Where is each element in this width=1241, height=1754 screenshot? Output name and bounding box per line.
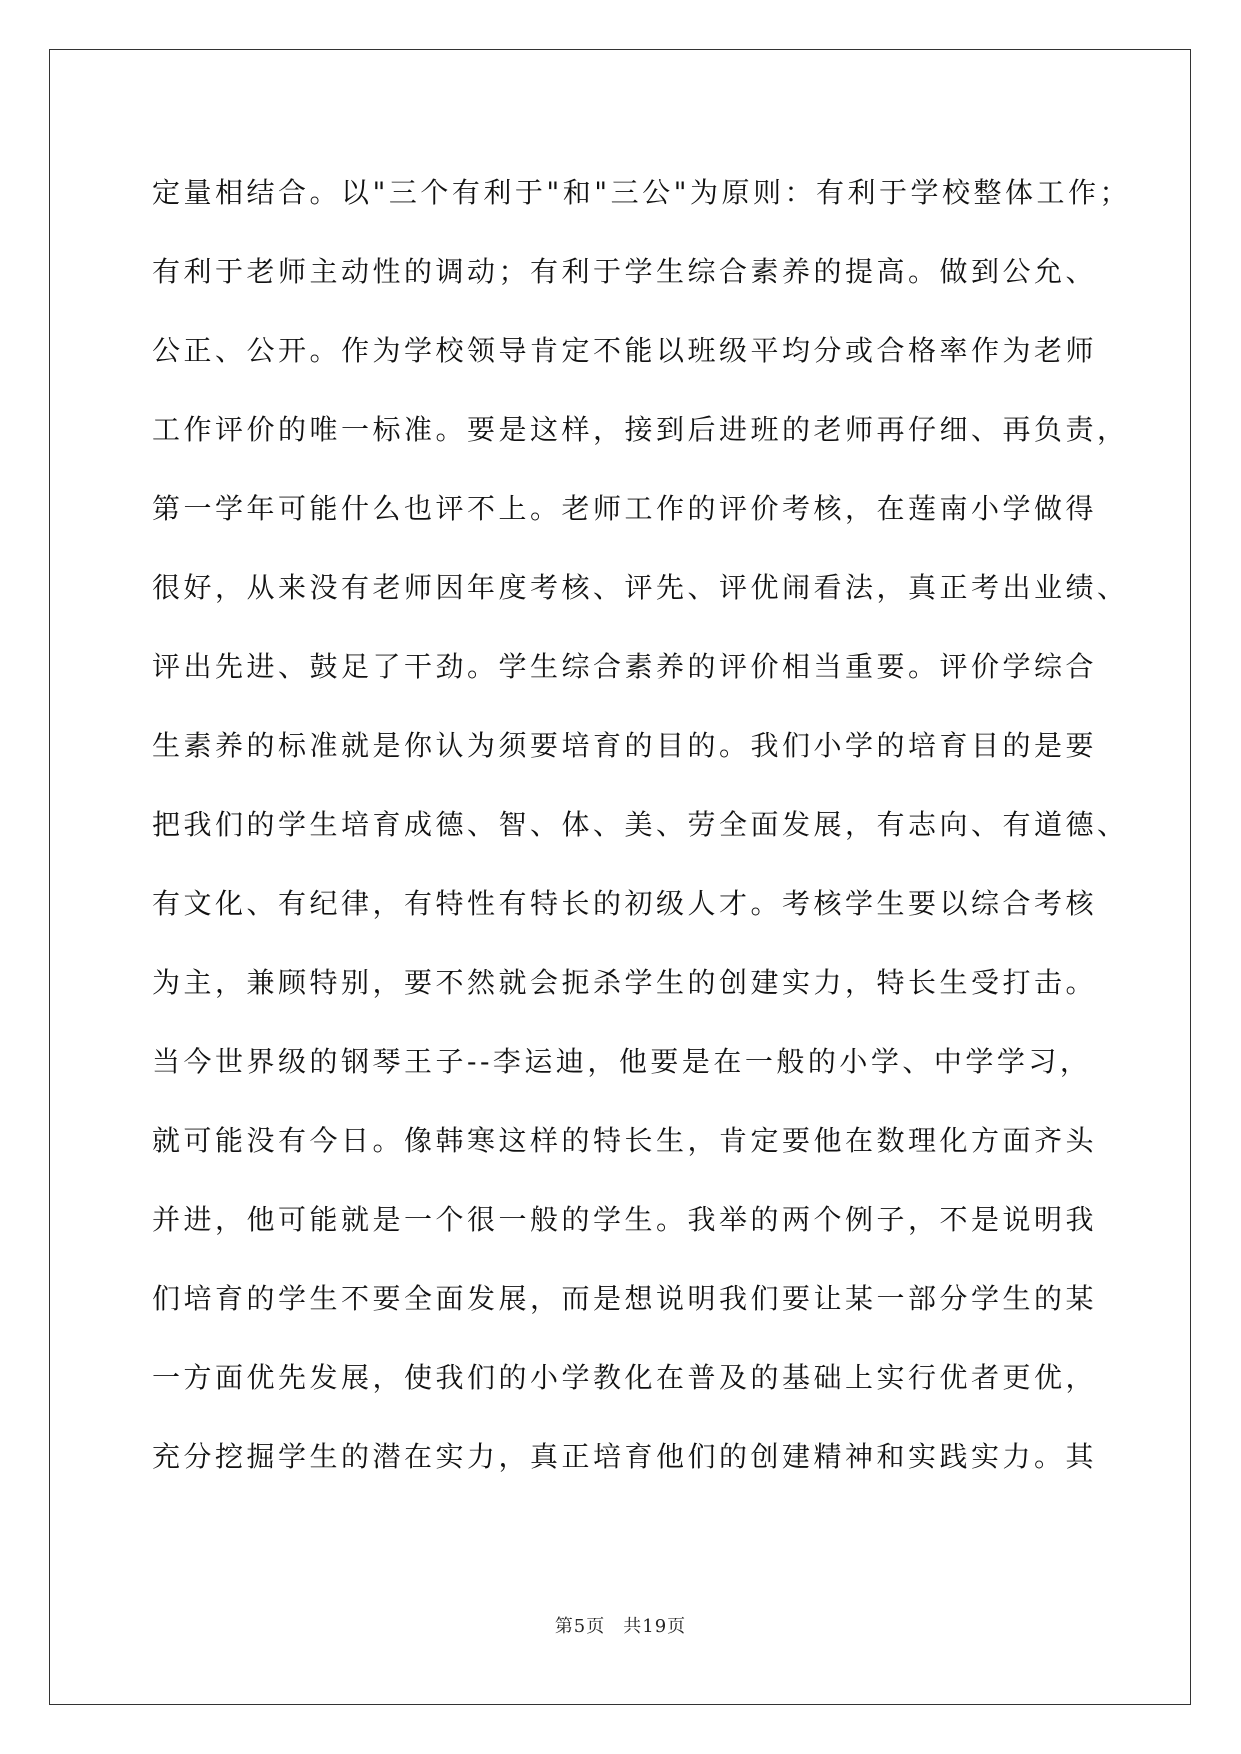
- text-line: 生素养的标准就是你认为须要培育的目的。我们小学的培育目的是要: [152, 729, 1098, 762]
- text-line: 充分挖掘学生的潜在实力，真正培育他们的创建精神和实践实力。其: [152, 1440, 1098, 1473]
- text-line: 并进，他可能就是一个很一般的学生。我举的两个例子，不是说明我: [152, 1203, 1098, 1236]
- text-line: 就可能没有今日。像韩寒这样的特长生，肯定要他在数理化方面齐头: [152, 1124, 1098, 1157]
- text-line: 定量相结合。以"三个有利于"和"三公"为原则：有利于学校整体工作；: [152, 176, 1132, 209]
- text-line: 们培育的学生不要全面发展，而是想说明我们要让某一部分学生的某: [152, 1282, 1098, 1315]
- page-footer: [0, 1612, 1241, 1638]
- text-line: 为主，兼顾特别，要不然就会扼杀学生的创建实力，特长生受打击。: [152, 966, 1098, 999]
- text-line: 评出先进、鼓足了干劲。学生综合素养的评价相当重要。评价学综合: [152, 650, 1098, 683]
- text-line: 当今世界级的钢琴王子--李运迪，他要是在一般的小学、中学学习，: [152, 1045, 1092, 1078]
- text-line: 有文化、有纪律，有特性有特长的初级人才。考核学生要以综合考核: [152, 887, 1098, 920]
- text-line: 把我们的学生培育成德、智、体、美、劳全面发展，有志向、有道德、: [152, 808, 1129, 841]
- document-body: [152, 166, 1132, 1509]
- text-line: 工作评价的唯一标准。要是这样，接到后进班的老师再仔细、再负责，: [152, 413, 1129, 446]
- page-total: 共19页: [623, 1616, 687, 1637]
- page-number: 第5页: [554, 1616, 606, 1637]
- text-line: 第一学年可能什么也评不上。老师工作的评价考核，在莲南小学做得: [152, 492, 1098, 525]
- text-line: 很好，从来没有老师因年度考核、评先、评优闹看法，真正考出业绩、: [152, 571, 1129, 604]
- text-line: 一方面优先发展，使我们的小学教化在普及的基础上实行优者更优，: [152, 1361, 1098, 1394]
- text-line: 公正、公开。作为学校领导肯定不能以班级平均分或合格率作为老师: [152, 334, 1098, 367]
- text-line: 有利于老师主动性的调动；有利于学生综合素养的提高。做到公允、: [152, 255, 1098, 288]
